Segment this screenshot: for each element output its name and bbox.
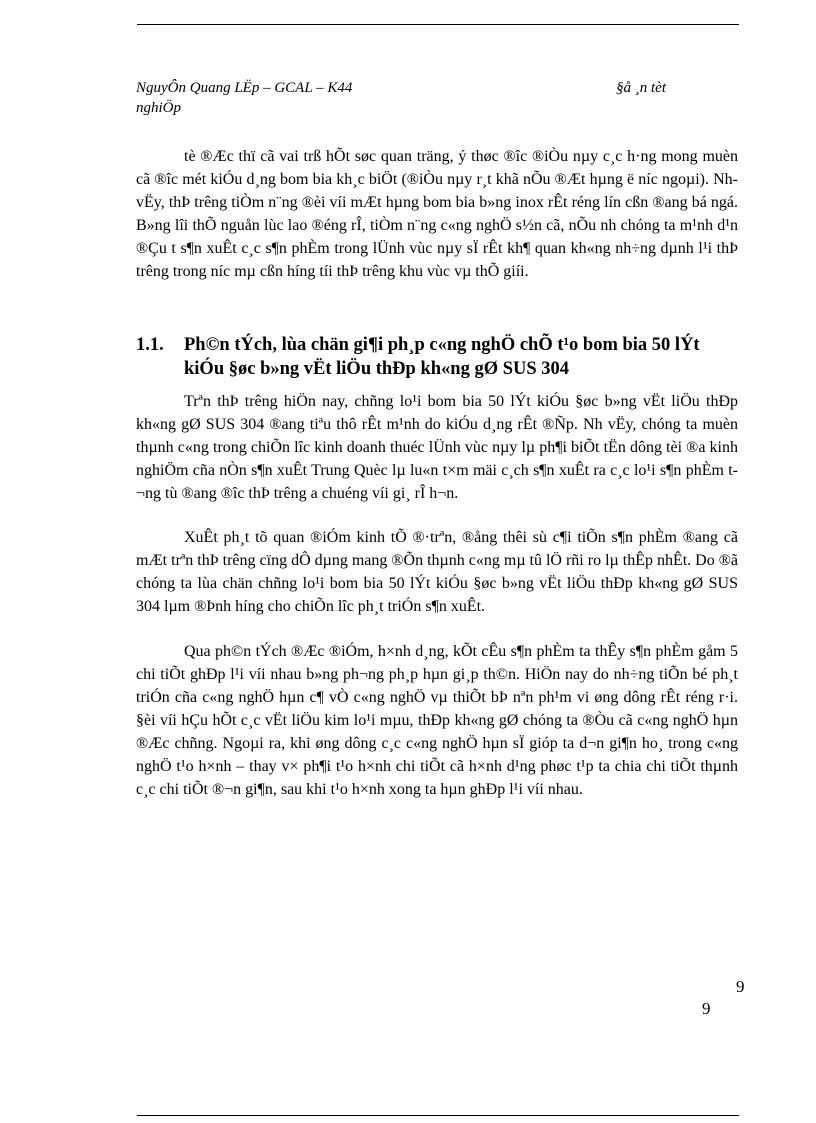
page-number: 9 (736, 977, 745, 996)
section-heading (136, 333, 738, 381)
section-number: 1.1. (136, 335, 164, 355)
paragraph-text: tè ®Æc thï cã vai trß hÕt søc quan träng, ý thøc ®îc ®iÒu nµy c¸c h·ng mong muèn cã ®îc mét kiÓu d¸ng bom bia kh¸c biÖt (®iÒu nµy r¸t khã nÕu ®Æt hµng ë níc ngoµi). Nh vËy, thÞ trêng tiÒm n¨ng ®èi víi mÆt hµng bom bia b»ng inox rÊt réng lín cßn ®ang bá ngá. B»ng lîi thÕ nguån lùc lao ®éng rÎ, tiÒm n¨ng c«ng nghÖ s½n cã, nÕu nh chóng ta m¹nh d¹n ®Çu t s¶n xuÊt c¸c s¶n phÈm trong lÜnh vùc nµy sÏ rÊt kh¶ quan kh«ng nh÷ng dµnh l¹i thÞ trêng trong níc mµ cßn híng tíi thÞ trêng khu vùc vµ thÕ giíi. (136, 148, 738, 280)
paragraph-text: XuÊt ph¸t tõ quan ®iÓm kinh tÕ ®·trªn, ®ång thêi sù c¶i tiÕn s¶n phÈm ®ang cã mÆt trªn thÞ trêng cïng dÔ dµng mang ®Õn thµnh c«ng mµ tû lÖ rñi ro lµ thÊp nhÊt. Do ®ã chóng ta lùa chän chñng lo¹i bom bia 50 lÝt kiÓu §øc b»ng vËt liÖu thÐp kh«ng gØ SUS 304 lµm ®Þnh híng cho chiÕn lîc ph¸t triÓn s¶n xuÊt. (136, 529, 738, 615)
paragraph (136, 526, 738, 618)
page-number: 9 (702, 999, 711, 1018)
paragraph (136, 640, 738, 801)
paragraph (136, 145, 738, 283)
header-title-continued: nghiÖp (136, 100, 181, 116)
header-rule (137, 24, 739, 25)
paragraph (136, 390, 738, 505)
footer-rule (137, 1115, 739, 1116)
header-author: NguyÔn Quang LËp – GCAL – K44 (136, 80, 353, 96)
paragraph-text: Qua ph©n tÝch ®Æc ®iÓm, h×nh d¸ng, kÕt cÊu s¶n phÈm ta thÊy s¶n phÈm gåm 5 chi tiÕt ghÐp l¹i víi nhau b»ng ph¬ng ph¸p hµn gi¸p th©n. HiÖn nay do nh÷ng tiÕn bé ph¸t triÓn cña c«ng nghÖ hµn c¶ vÒ c«ng nghÖ vµ thiÕt bÞ nªn ph¹m vi øng dông rÊt réng r·i. §èi víi hÇu hÕt c¸c vËt liÖu kim lo¹i mµu, thÐp kh«ng gØ chóng ta ®Òu cã c«ng nghÖ hµn ®Æc chñng. Ngoµi ra, khi øng dông c¸c c«ng nghÖ hµn sÏ gióp ta d¬n gi¶n ho¸ trong c«ng nghÖ t¹o h×nh – thay v× ph¶i t¹o h×nh chi tiÕt cã h×nh d¹ng phøc t¹p ta chia chi tiÕt thµnh c¸c chi tiÕt ®¬n gi¶n, sau khi t¹o h×nh xong ta hµn ghÐp l¹i víi nhau. (136, 643, 738, 798)
header-title: §å ¸n tèt (616, 80, 666, 96)
paragraph-text: Trªn thÞ trêng hiÖn nay, chñng lo¹i bom bia 50 lÝt kiÓu §øc b»ng vËt liÖu thÐp kh«ng gØ SUS 304 ®ang tiªu thô rÊt m¹nh do kiÓu d¸ng rÊt ®Ñp. Nh vËy, chóng ta muèn thµnh c«ng trong chiÕn lîc kinh doanh thuéc lÜnh vùc nµy lµ ph¶i biÕt tËn dông tèi ®a kinh nghiÖm cña nÒn s¶n xuÊt Trung Quèc lµ lu«n t×m mäi c¸ch s¶n xuÊt ra c¸c lo¹i s¶n phÈm t¬ng tù ®ang ®îc thÞ trêng a chuéng víi gi¸ rÎ h¬n. (136, 393, 738, 502)
section-title: Ph©n tÝch, lùa chän gi¶i ph¸p c«ng nghÖ chÕ t¹o bom bia 50 lÝt kiÓu §øc b»ng vËt liÖu thÐp kh«ng gØ SUS 304 (184, 335, 700, 379)
